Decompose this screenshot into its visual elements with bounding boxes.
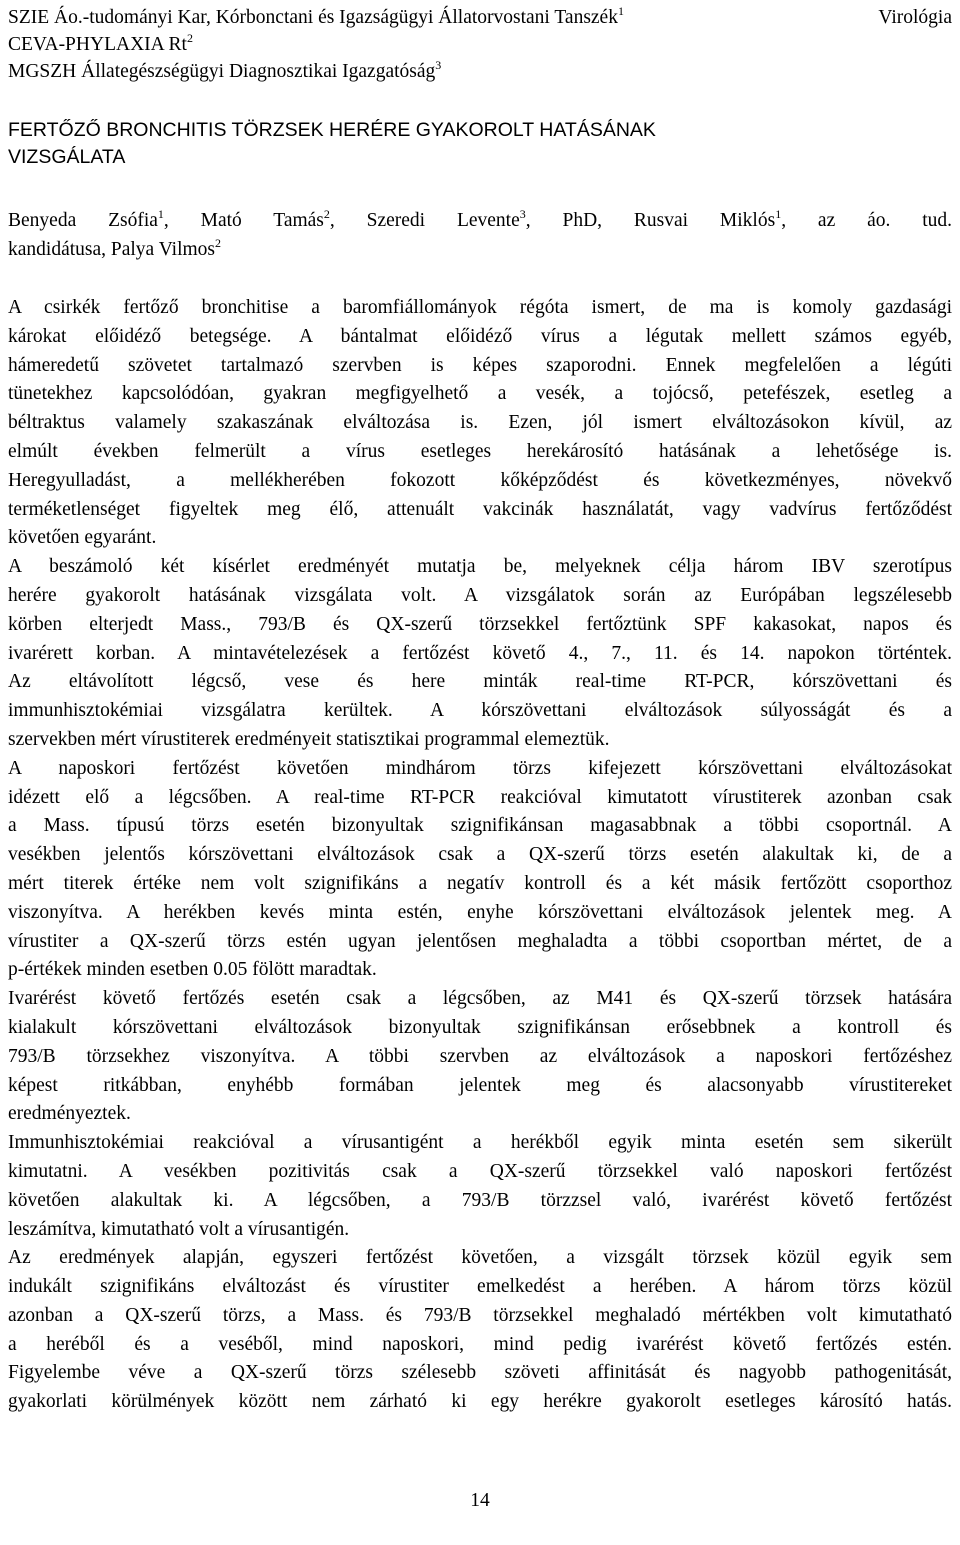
body-line: indukált szignifikáns elváltozást és vírustiter emelkedést a herében. A három törzs közül [8,1276,952,1298]
author-name: Benyeda Zsófia$^1$ [8,207,164,231]
abstract-body [8,294,952,1417]
affiliation-sup: 1 [617,4,624,18]
author-degree: , az áo. tud. [781,210,953,231]
body-line: a Mass. típusú törzs esetén bizonyultak szignifikánsan magasabbnak a többi csoportnál. A [8,815,952,837]
author-sup: 2 [215,236,221,250]
paper-title [8,117,953,171]
body-line: 793/B törzsekhez viszonyítva. A többi szervben az elváltozások a naposkori fertőzéshez [8,1045,952,1067]
body-line: béltraktus valamely szakaszának elváltozása is. Ezen, jól ismert elváltozásokon kívül, az [8,412,952,434]
body-line: vírustiter a QX-szerű törzs estén ugyan jelentősen meghaladta a többi csoportban mértet, de a [8,930,952,952]
body-line: viszonyítva. A herékben kevés minta estén, enyhe kórszövettani elváltozások jelentek meg. A [8,901,952,923]
body-line: A naposkori fertőzést követően mindhárom törzs kifejezett kórszövettani elváltozásokat [8,757,952,779]
body-line: eredményeztek. [8,1103,131,1125]
authors-line-2 [8,235,952,264]
author-name: , Szeredi Levente$^3$ [329,207,526,231]
affiliation-text: CEVA-PHYLAXIA Rt [8,34,187,55]
affiliation-text: MGSZH Állategészségügyi Diagnosztikai Igazgatóság [8,61,436,82]
body-line: körben elterjedt Mass., 793/B és QX-szerű törzsekkel fertőztünk SPF kakasokat, napos és [8,613,952,635]
body-line: Heregyulladást, a mellékherében fokozott kőképződést és következményes, növekvő [8,469,952,491]
body-line: Figyelembe véve a QX-szerű törzs szélesebb szöveti affinitását és nagyobb pathogenitását, [8,1362,952,1384]
title-line-2: VIZSGÁLATA [8,146,126,168]
body-line: Immunhisztokémiai reakcióval a vírusantigént a herékből egyik minta esetén sem sikerült [8,1132,952,1154]
body-line: p-értékek minden esetben 0.05 fölött maradtak. [8,959,377,981]
body-line: A beszámoló két kísérlet eredményét mutatja be, melyeknek célja három IBV szerotípus [8,556,952,578]
author-name: kandidátusa, Palya Vilmos [8,239,215,260]
body-line: kialakult kórszövettani elváltozások bizonyultak szignifikánsan erősebbnek a kontroll és [8,1016,952,1038]
body-line: herére gyakorolt hatásának vizsgálata volt. A vizsgálatok során az Európában legszélesebb [8,584,952,606]
body-line: terméketlenséget figyeltek meg élő, attenuált vakcinák használatát, vagy vadvírus fertőződést [8,498,952,520]
body-line: károkat előidéző betegsége. A bántalmat előidéző vírus a légutak mellett számos egyéb, [8,325,952,347]
authors-line-1 [8,206,952,235]
page-number: 14 [470,1490,490,1511]
body-line: azonban a QX-szerű törzs, a Mass. és 793/B törzsekkel meghaladó mértékben volt kimutatható [8,1304,952,1326]
body-line: immunhisztokémiai vizsgálatra kerültek. A kórszövettani elváltozások súlyosságát és a [8,700,952,722]
body-line: ivarérett korban. A mintavételezések a fertőzést követő 4., 7., 11. és 14. napokon történtek. [8,642,952,664]
body-line: idézett elő a légcsőben. A real-time RT-PCR reakcióval kimutatott vírustiterek azonban csak [8,786,952,808]
body-line: Az eredmények alapján, egyszeri fertőzést követően, a vizsgált törzsek közül egyik sem [8,1247,952,1269]
affiliation-line-3 [8,58,953,85]
body-line: leszámítva, kimutatható volt a vírusantigén. [8,1218,350,1240]
author-name: , PhD, Rusvai Miklós$^1$ [525,207,782,231]
body-line: kimutatni. A vesékben pozitivitás csak a QX-szerű törzsekkel való naposkori fertőzést [8,1160,952,1182]
body-line: gyakorlati körülmények között nem zárható ki egy herékre gyakorolt esetleges károsító hatás. [8,1391,952,1413]
title-line-1: FERTŐZŐ BRONCHITIS TÖRZSEK HERÉRE GYAKOROLT HATÁSÁNAK [8,119,656,141]
authors-block [8,206,952,264]
body-line: tünetekhez kapcsolódóan, gyakran megfigyelhető a vesék, a tojócső, petefészek, esetleg a [8,383,952,405]
body-line: képest ritkábban, enyhébb formában jelentek meg és alacsonyabb vírustitereket [8,1074,952,1096]
body-line: hámeredetű szövetet tartalmazó szervben is képes szaporodni. Ennek megfelelően a légúti [8,354,952,376]
body-line: szervekben mért vírustiterek eredményeit statisztikai programmal elemeztük. [8,728,610,750]
section-label: Virológia [878,7,952,28]
affiliation-text: SZIE Áo.-tudományi Kar, Kórbonctani és Igazságügyi Állatorvostani Tanszék [8,7,618,28]
body-line: A csirkék fertőző bronchitise a baromfiállományok régóta ismert, de ma is komoly gazdasági [8,297,952,318]
affiliation-sup: 2 [186,31,193,45]
affiliation-line-2 [8,31,953,58]
body-line: mért titerek értéke nem volt szignifikáns a negatív kontroll és a két másik fertőzött csoporthoz [8,872,952,894]
body-line: a heréből és a veséből, mind naposkori, mind pedig ivarérést követő fertőzés estén. [8,1333,952,1355]
author-name: , Mató Tamás$^2$ [163,207,330,231]
body-line: vesékben jelentős kórszövettani elváltozások csak a QX-szerű törzs esetén alakultak ki, de a [8,844,952,866]
body-line: Az eltávolított légcső, vese és here minták real-time RT-PCR, kórszövettani és [8,671,952,693]
affiliation-line-1 [8,4,953,31]
body-line: követően alakultak ki. A légcsőben, a 793/B törzzsel való, ivarérést követő fertőzést [8,1189,952,1211]
body-line: követően egyaránt. [8,527,157,549]
body-line: Ivarérést követő fertőzés esetén csak a légcsőben, az M41 és QX-szerű törzsek hatására [8,988,952,1010]
affiliation-sup: 3 [435,58,442,72]
affiliations-header [8,4,953,85]
body-line: elmúlt években felmerült a vírus esetleges herekárosító hatásának a lehetősége is. [8,440,952,462]
